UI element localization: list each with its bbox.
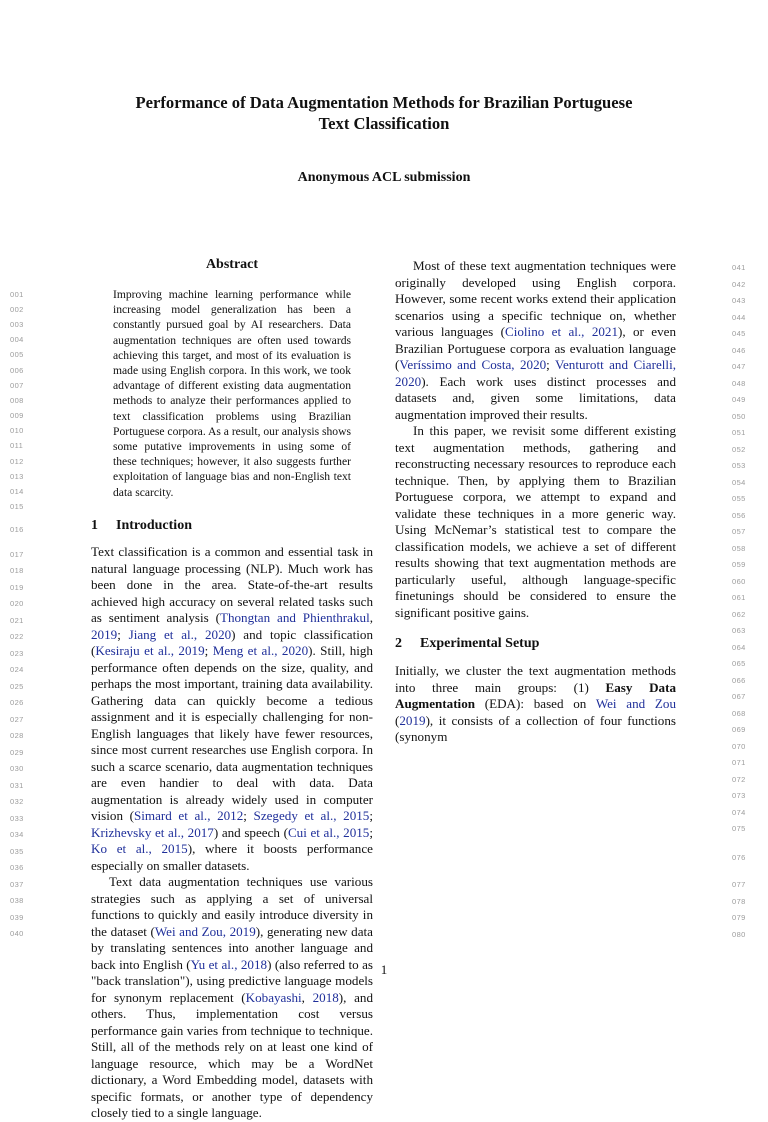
line-number: 002 [10,305,24,314]
text-run: ), it consists of a collection of four functions (synonym [395,712,676,744]
line-number: 028 [10,731,24,740]
line-number: 052 [732,445,746,454]
right-column-text [395,258,676,746]
line-number: 029 [10,748,24,757]
citation-link[interactable]: Jiang et al., 2020 [128,626,232,642]
citation-link[interactable]: Cui et al., 2015 [287,824,370,840]
line-number: 073 [732,791,746,800]
setup-heading [395,635,676,653]
line-number: 014 [10,487,24,496]
text-run: ( [395,712,400,728]
bold-term: Easy Data Augmentation [395,679,676,711]
paper-title [84,92,684,134]
page-number: 1 [380,962,388,977]
line-number: 036 [10,863,24,872]
line-number: 063 [732,626,746,635]
intro-paragraph-1 [91,544,373,874]
line-number: 031 [10,781,24,790]
section-title: Introduction [116,518,192,533]
line-number: 078 [732,897,746,906]
text-run: ), where it boosts performance especially on smaller datasets. [91,841,373,873]
line-number: 005 [10,350,24,359]
line-number: 044 [732,313,746,322]
line-number: 067 [732,692,746,701]
text-run: ; [369,824,373,840]
line-number: 060 [732,577,746,586]
citation-link[interactable]: Krizhevsky et al., 2017 [91,824,214,840]
citation-link[interactable]: Yu et al., 2018 [190,956,268,972]
line-number: 012 [10,457,24,466]
citation-link[interactable]: Kesiraju et al., 2019 [95,643,205,658]
text-run: ), or even Brazilian Portuguese corpora as evaluation language ( [395,324,676,372]
line-number: 050 [732,412,746,421]
citation-link[interactable]: 2019 [399,712,426,728]
line-number: 047 [732,362,746,371]
line-number: 011 [10,441,24,450]
line-number: 062 [732,610,746,619]
line-number: 066 [732,676,746,685]
line-number: 049 [732,395,746,404]
citation-link[interactable]: Ciolino et al., 2021 [505,324,619,339]
line-number: 079 [732,913,746,922]
citation-link[interactable]: Meng et al., 2020 [212,643,309,658]
line-number: 065 [732,659,746,668]
line-number: 021 [10,616,24,625]
text-run: ) and topic classification ( [91,626,373,658]
section-number: 2 [395,636,402,651]
line-number: 006 [10,366,24,375]
citation-link[interactable]: 2018 [312,989,339,1005]
intro-paragraph-2-start [91,874,373,1122]
line-number: 074 [732,808,746,817]
citation-link[interactable]: Wei and Zou [595,696,676,711]
line-number: 059 [732,560,746,569]
citation-link[interactable]: Venturott and Ciarelli, 2020 [395,357,676,389]
text-run: (EDA): based on [475,696,596,711]
line-number: 043 [732,296,746,305]
text-run: ). Each work uses distinct processes and datasets and, given some limitations, data augmentation improved their results. [395,373,676,422]
line-number: 023 [10,649,24,658]
line-number: 026 [10,698,24,707]
line-number: 010 [10,426,24,435]
line-number: 001 [10,290,24,299]
citation-link[interactable]: Wei and Zou, 2019 [154,923,256,939]
line-number: 069 [732,725,746,734]
line-number: 008 [10,396,24,405]
line-number: 024 [10,665,24,674]
line-number: 072 [732,775,746,784]
line-number: 075 [732,824,746,833]
setup-paragraph-1 [395,663,676,746]
text-run: ; [117,626,129,642]
abstract-heading: Abstract [205,257,259,272]
text-run: Most of these text augmentation techniques were originally developed using English corpora. However, some recent works extend their application scenarios using a specific technique on, whether various languages ( [395,258,676,339]
line-number: 040 [10,929,24,938]
line-number: 018 [10,566,24,575]
line-number: 055 [732,494,746,503]
text-run: ). Still, high performance often depends on the size, quality, and perhaps the most important, training data availability. Gathering data can quickly become a tedious assignment and it is especially challenging for non-English languages that likely have fewer resources, since most current researches use English corpora. In such a scarce scenario, data augmentation techniques are even handier to deal with data. Data augmentation is already widely used in computer vision ( [91,643,373,823]
abstract-text: Improving machine learning performance while increasing model generalization has been a constantly pursued goal by AI researchers. Data augmentation techniques are often used towards achieving this target, and most of its evaluation is made using English corpora. In this work, we took advantage of different existing data augmentation methods to analyze their performances applied to text classification problems using Brazilian Portuguese corpora. As a result, our analysis shows some putative improvements in using some of these techniques; however, it also suggests further exploitation of language bias and non-English text data scarcity. [113,288,351,499]
line-number: 013 [10,472,24,481]
line-number: 039 [10,913,24,922]
line-number: 017 [10,550,24,559]
line-number: 009 [10,411,24,420]
text-run: ), and others. Thus, implementation cost versus performance gain varies from technique to technique. Still, all of the methods rely on at least one kind of language resource, which may be a WordNet dictionary, a Word Embedding model, datasets with specific formats, or another type of dependency closely tied to a single language. [91,989,374,1120]
text-run: Initially, we cluster the text augmentation methods into three main groups: (1) [395,663,676,695]
text-run: Text data augmentation techniques use various strategies such as applying a set of universal functions to quickly and easily introduce diversity in the dataset ( [91,874,373,939]
line-number: 016 [10,525,24,534]
line-number: 025 [10,682,24,691]
text-run: ; [243,808,254,823]
line-number: 032 [10,797,24,806]
line-number: 051 [732,428,746,437]
line-number: 007 [10,381,24,390]
line-number: 076 [732,853,746,862]
line-number: 035 [10,847,24,856]
line-number: 042 [732,280,746,289]
text-run: ) and speech ( [213,824,288,840]
section-number: 1 [91,518,98,533]
citation-link[interactable]: Simard et al., 2012 [133,808,244,823]
citation-link[interactable]: 2019 [91,626,118,642]
line-number: 004 [10,335,24,344]
text-run: ; [369,808,373,823]
line-number: 041 [732,263,746,272]
line-number: 070 [732,742,746,751]
text-run: ; [546,357,555,372]
line-number: 046 [732,346,746,355]
line-number: 034 [10,830,24,839]
line-number: 068 [732,709,746,718]
line-number: 003 [10,320,24,329]
citation-link[interactable]: Veríssimo and Costa, 2020 [399,357,547,372]
citation-link[interactable]: Ko et al., 2015 [91,841,188,856]
line-number: 053 [732,461,746,470]
text-run: Text classification is a common and essential task in natural language processing (NLP). Much work has been done in the area. State-of-the-art results achieved high accuracy on several related tasks such as sentiment analysis ( [91,544,373,625]
line-number: 054 [732,478,746,487]
text-run: , [369,610,373,625]
text-run: ; [204,643,213,658]
line-number: 064 [732,643,746,652]
line-number: 058 [732,544,746,553]
line-number: 045 [732,329,746,338]
line-number: 038 [10,896,24,905]
line-number: 019 [10,583,24,592]
line-number: 027 [10,715,24,724]
title-line-2: Text Classification [318,114,450,133]
left-column-text [91,544,373,1122]
line-number: 080 [732,930,746,939]
section-title: Experimental Setup [420,636,540,651]
intro-paragraph-3 [395,258,676,423]
line-number: 020 [10,599,24,608]
line-number: 033 [10,814,24,823]
line-number: 048 [732,379,746,388]
line-number: 071 [732,758,746,767]
intro-paragraph-4: In this paper, we revisit some different existing text augmentation methods, gathering and reconstructing necessary resources to reproduce each technique. Then, by applying them to Brazilian Portuguese corpora, we attempt to expand and validate these techniques in a more generic way. Using McNemar’s statistical test to compare the classification models, we achieve a set of different results showing that text augmentation methods are particularly useful, although language-specific finetunings should be considered to ensure the significant positive gains. [395,423,676,620]
line-number: 077 [732,880,746,889]
line-number: 061 [732,593,746,602]
line-number: 037 [10,880,24,889]
title-line-1: Performance of Data Augmentation Methods for Brazilian Portuguese [135,93,633,112]
citation-link[interactable]: Thongtan and Phienthrakul [219,610,370,625]
text-run: ), generating new data by translating sentences into another language and back into English ( [91,923,373,972]
line-number: 015 [10,502,24,511]
line-number: 056 [732,511,746,520]
author-line: Anonymous ACL submission [297,170,471,185]
line-number: 030 [10,764,24,773]
citation-link[interactable]: Kobayashi [245,989,302,1005]
citation-link[interactable]: Szegedy et al., 2015 [253,808,370,823]
intro-heading [91,517,192,535]
line-number: 057 [732,527,746,536]
text-run: , [301,989,313,1005]
text-run: ) (also referred to as "back translation"), using predictive language models for synonym replacement ( [91,956,373,1005]
line-number: 022 [10,632,24,641]
